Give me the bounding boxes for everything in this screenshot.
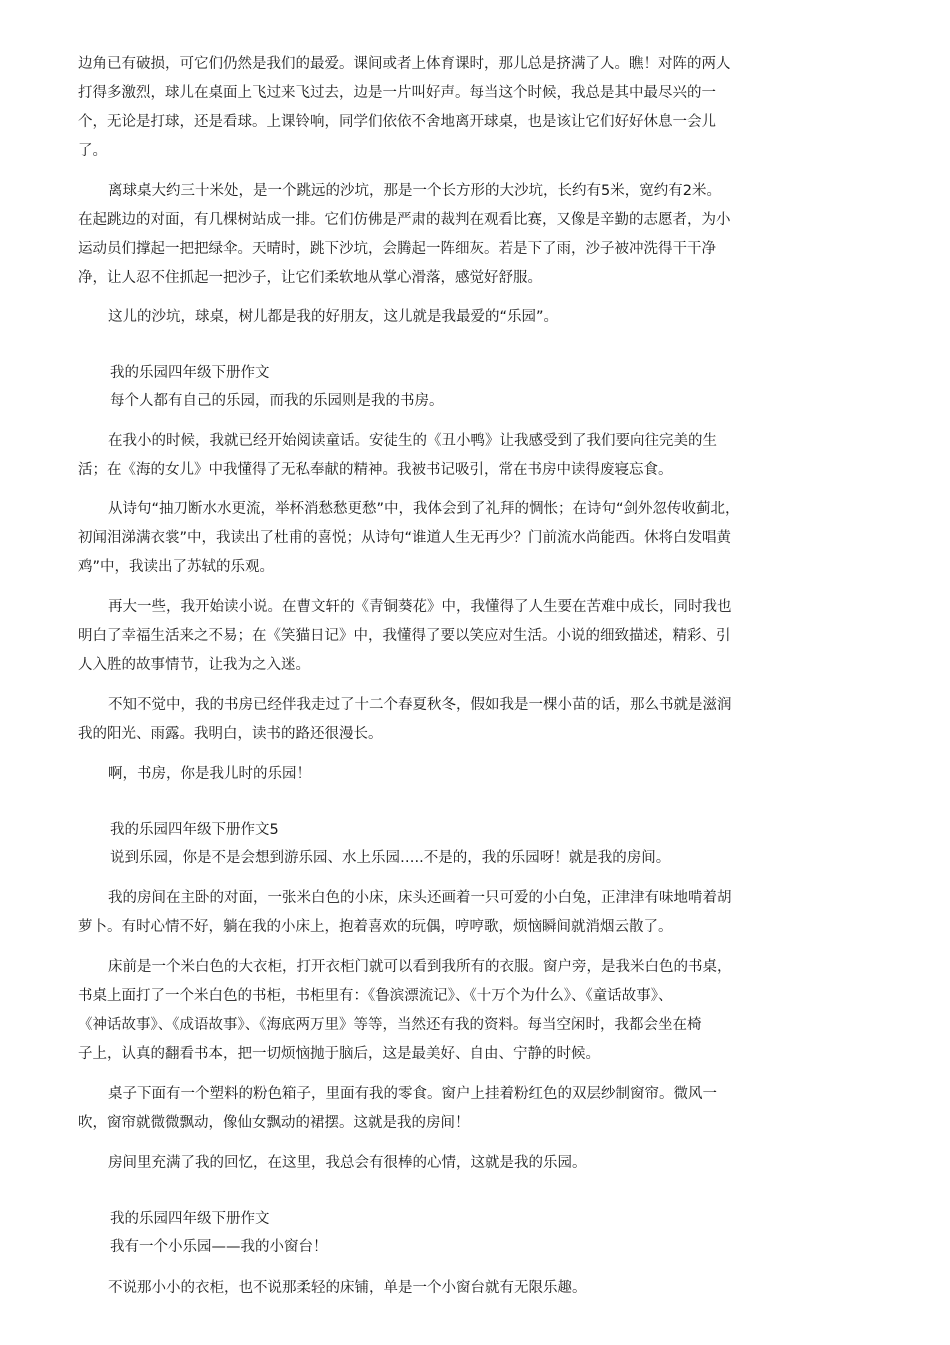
paragraph-poems [78,495,778,582]
text-line: 边角已有破损，可它们仍然是我们的最爱。课间或者上体育课时，那儿总是挤满了人。瞧！对阵的两人 [78,56,731,72]
text-line: 初闻泪涕满衣裳”中，我读出了杜甫的喜悦；从诗句“谁道人生无再少？门前流水尚能西。休将白发唱黄 [78,530,732,546]
text-line: 再大一些，我开始读小说。在曹文轩的《青铜葵花》中，我懂得了人生要在苦难中成长，同时我也 [108,599,732,615]
text-line: 桌子下面有一个塑料的粉色箱子，里面有我的零食。窗户上挂着粉红色的双层纱制窗帘。微风一 [108,1086,717,1102]
essay-title: 我的乐园四年级下册作文 [110,365,270,381]
paragraph-twelve-years [78,691,778,749]
paragraph-closing [78,1149,778,1178]
text-line: 我的房间在主卧的对面，一张米白色的小床，床头还画着一只可爱的小白兔，正津津有味地啃着胡 [108,890,732,906]
text-line: 房间里充满了我的回忆，在这里，我总会有很棒的心情，这就是我的乐园。 [108,1155,587,1171]
paragraph-windowsill [78,1274,778,1303]
text-line: 活；在《海的女儿》中我懂得了无私奉献的精神。我被书记吸引，常在书房中读得废寝忘食。 [78,462,673,478]
text-line: 净，让人忍不住抓起一把沙子，让它们柔软地从掌心滑落，感觉好舒服。 [78,270,542,286]
text-line: 个，无论是打球，还是看球。上课铃响，同学们依依不舍地离开球桌，也是该让它们好好休息一会儿 [78,114,716,130]
essay-intro: 说到乐园，你是不是会想到游乐园、水上乐园…..不是的，我的乐园呀！就是我的房间。 [110,850,671,866]
text-line: 在我小的时候，我就已经开始阅读童话。安徒生的《丑小鸭》让我感受到了我们要向往完美的生 [108,433,717,449]
text-line: 在起跳边的对面，有几棵树站成一排。它们仿佛是严肃的裁判在观看比赛，又像是辛勤的志愿者，为小 [78,212,731,228]
text-line: 萝卜。有时心情不好，躺在我的小床上，抱着喜欢的玩偶，哼哼歌，烦恼瞬间就消烟云散了。 [78,919,673,935]
paragraph-novels [78,593,778,680]
essay-intro: 每个人都有自己的乐园，而我的乐园则是我的书房。 [110,393,444,409]
text-line: 打得多激烈，球儿在桌面上飞过来飞过去，边是一片叫好声。每当这个时候，我总是其中最尽兴的一 [78,85,716,101]
text-line: 床前是一个米白色的大衣柜，打开衣柜门就可以看到我所有的衣服。窗户旁，是我米白色的书桌， [108,959,732,975]
paragraph-closing [78,303,778,332]
text-line: 啊，书房，你是我儿时的乐园！ [108,766,311,782]
text-line: 运动员们撑起一把把绿伞。天晴时，跳下沙坑，会腾起一阵细灰。若是下了雨，沙子被冲洗得干干净 [78,241,716,257]
paragraph-pink-box [78,1080,778,1138]
paragraph-wardrobe-desk [78,953,778,1069]
text-line: 吹，窗帘就微微飘动，像仙女飘动的裙摆。这就是我的房间！ [78,1115,470,1131]
paragraph-ball-tables [78,50,778,166]
text-line: 从诗句“抽刀断水水更流，举杯消愁愁更愁”中，我体会到了礼拜的惆怅；在诗句“剑外忽传收蓟北， [108,501,740,517]
text-line: 鸡”中，我读出了苏轼的乐观。 [78,559,275,575]
text-line: 不知不觉中，我的书房已经伴我走过了十二个春夏秋冬，假如我是一棵小苗的话，那么书就是滋润 [108,697,732,713]
paragraph-bed [78,884,778,942]
text-line: 不说那小小的衣柜，也不说那柔轻的床铺，单是一个小窗台就有无限乐趣。 [108,1280,587,1296]
paragraph-fairy-tales [78,427,778,485]
essay-title: 我的乐园四年级下册作文 [110,1211,270,1227]
text-line: 人入胜的故事情节，让我为之入迷。 [78,657,310,673]
essay-intro: 我有一个小乐园——我的小窗台！ [110,1239,328,1255]
text-line: 离球桌大约三十米处，是一个跳远的沙坑，那是一个长方形的大沙坑，长约有5米，宽约有2米。 [108,183,721,199]
text-line: 《神话故事》、《成语故事》、《海底两万里》等等，当然还有我的资料。每当空闲时，我都会坐在椅 [78,1017,702,1033]
paragraph-closing [78,760,778,789]
text-line: 这儿的沙坑，球桌，树儿都是我的好朋友，这儿就是我最爱的“乐园”。 [108,309,559,325]
text-line: 子上，认真的翻看书本，把一切烦恼抛于脑后，这是最美好、自由、宁静的时候。 [78,1046,600,1062]
text-line: 我的阳光、雨露。我明白，读书的路还很漫长。 [78,726,383,742]
paragraph-sand-pit [78,177,778,293]
essay-title: 我的乐园四年级下册作文5 [110,822,279,838]
text-line: 书桌上面打了一个米白色的书柜，书柜里有：《鲁滨漂流记》、《十万个为什么》、《童话故事》、 [78,988,673,1004]
text-line: 明白了幸福生活来之不易；在《笑猫日记》中，我懂得了要以笑应对生活。小说的细致描述，精彩、引 [78,628,731,644]
text-line: 了。 [78,143,107,159]
